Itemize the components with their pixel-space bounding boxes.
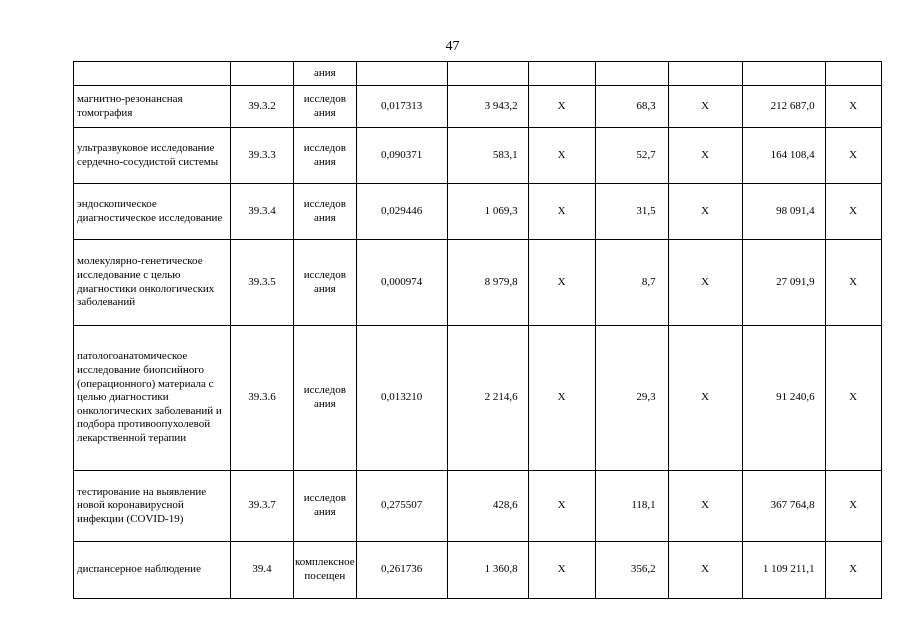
cell-x3: X [825,471,881,542]
cell-code: 39.4 [231,542,294,599]
cell-x2: X [668,128,742,184]
cell-unit: исследов ания [294,471,357,542]
cell-code: 39.3.2 [231,86,294,128]
cell-x2: X [668,326,742,471]
cell-code: 39.3.3 [231,128,294,184]
cell-value: 52,7 [595,128,668,184]
table-header-continuation-row [74,62,882,86]
cell-cost: 1 069,3 [447,184,528,240]
cell-x3: X [825,86,881,128]
cell-norm [356,62,447,86]
cell-norm: 0,029446 [356,184,447,240]
cell-value [595,62,668,86]
cell-x1 [528,62,595,86]
cell-unit: исследов ания [294,240,357,326]
cell-unit: исследов ания [294,326,357,471]
cell-code: 39.3.4 [231,184,294,240]
cell-x1: X [528,128,595,184]
cell-name: тестирование на выявление новой коронавирусной инфекции (COVID-19) [74,471,231,542]
cell-x2: X [668,542,742,599]
cell-x2: X [668,471,742,542]
cell-cost: 3 943,2 [447,86,528,128]
cell-value: 29,3 [595,326,668,471]
table-row [74,184,882,240]
cell-cost: 2 214,6 [447,326,528,471]
cell-name [74,62,231,86]
data-table [73,61,882,599]
cell-x3: X [825,184,881,240]
cell-total: 367 764,8 [742,471,825,542]
cell-value: 118,1 [595,471,668,542]
cell-name: диспансерное наблюдение [74,542,231,599]
cell-name: эндоскопическое диагностическое исследование [74,184,231,240]
cell-value: 356,2 [595,542,668,599]
table-row [74,542,882,599]
cell-unit: исследов ания [294,86,357,128]
page-number: 47 [445,39,460,54]
cell-norm: 0,013210 [356,326,447,471]
cell-code [231,62,294,86]
cell-x1: X [528,326,595,471]
cell-unit: ания [294,62,357,86]
cell-cost [447,62,528,86]
cell-total: 91 240,6 [742,326,825,471]
table-row [74,240,882,326]
table-row [74,86,882,128]
cell-norm: 0,261736 [356,542,447,599]
cell-x3: X [825,240,881,326]
cell-cost: 8 979,8 [447,240,528,326]
cell-unit: исследов ания [294,184,357,240]
cell-code: 39.3.7 [231,471,294,542]
table-row [74,128,882,184]
cell-x1: X [528,240,595,326]
cell-total: 164 108,4 [742,128,825,184]
cell-unit: исследов ания [294,128,357,184]
cell-total: 1 109 211,1 [742,542,825,599]
cell-name: молекулярно-генетическое исследование с целью диагностики онкологических заболеваний [74,240,231,326]
cell-unit: комплексное посещен [294,542,357,599]
cell-cost: 583,1 [447,128,528,184]
cell-value: 8,7 [595,240,668,326]
cell-x1: X [528,86,595,128]
cell-value: 31,5 [595,184,668,240]
cell-total [742,62,825,86]
cell-x2 [668,62,742,86]
cell-code: 39.3.5 [231,240,294,326]
cell-x1: X [528,471,595,542]
cell-x1: X [528,184,595,240]
cell-x3: X [825,542,881,599]
cell-x2: X [668,184,742,240]
cell-name: ультразвуковое исследование сердечно-сосудистой системы [74,128,231,184]
cell-norm: 0,090371 [356,128,447,184]
cell-x1: X [528,542,595,599]
cell-x3 [825,62,881,86]
table-row [74,326,882,471]
cell-x2: X [668,240,742,326]
cell-name: патологоанатомическое исследование биопсийного (операционного) материала с целью диагностики онкологических заболеваний и подбора противоопухолевой лекарственной терапии [74,326,231,471]
cell-cost: 428,6 [447,471,528,542]
cell-norm: 0,000974 [356,240,447,326]
table-row [74,471,882,542]
cell-total: 27 091,9 [742,240,825,326]
cell-cost: 1 360,8 [447,542,528,599]
cell-x2: X [668,86,742,128]
cell-x3: X [825,326,881,471]
cell-norm: 0,275507 [356,471,447,542]
cell-name: магнитно-резонансная томография [74,86,231,128]
cell-total: 98 091,4 [742,184,825,240]
cell-value: 68,3 [595,86,668,128]
cell-x3: X [825,128,881,184]
cell-norm: 0,017313 [356,86,447,128]
cell-code: 39.3.6 [231,326,294,471]
cell-total: 212 687,0 [742,86,825,128]
